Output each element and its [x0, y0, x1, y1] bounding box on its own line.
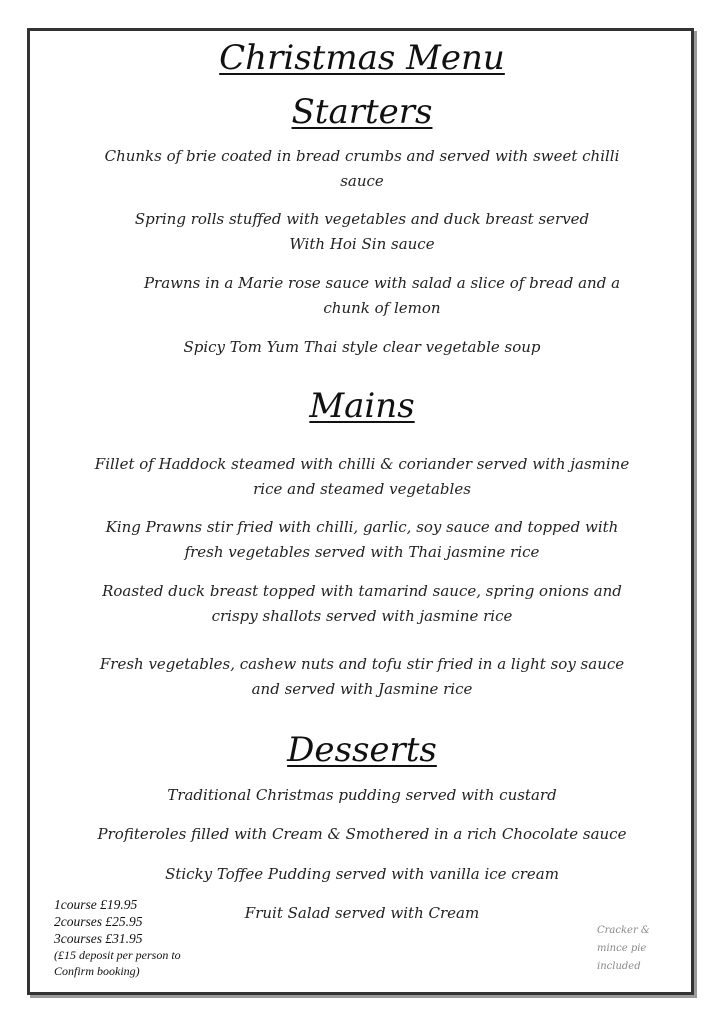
starter-item-line: chunk of lemon — [323, 299, 441, 317]
desserts-heading: Desserts — [287, 730, 437, 770]
price-three-courses: 3courses £31.95 — [54, 931, 143, 946]
price-one-course: 1course £19.95 — [54, 897, 138, 912]
cracker-note-line: mince pie — [597, 943, 647, 954]
main-item-line: fresh vegetables served with Thai jasmine rice — [184, 543, 540, 561]
cracker-note — [597, 922, 667, 976]
starter-item-line: sauce — [340, 172, 384, 190]
starter-item-line: Spicy Tom Yum Thai style clear vegetable soup — [183, 338, 541, 356]
main-item — [50, 452, 674, 502]
starter-item — [60, 207, 664, 257]
cracker-note-line: included — [597, 961, 641, 972]
deposit-note-line: Confirm booking) — [54, 964, 140, 978]
starter-item-line: Prawns in a Marie rose sauce with salad a slice of bread and a — [143, 274, 621, 292]
dessert-item: Sticky Toffee Pudding served with vanilla ice cream — [165, 865, 559, 883]
starter-item — [60, 335, 664, 360]
price-two-courses: 2courses £25.95 — [54, 914, 143, 929]
dessert-item: Fruit Salad served with Cream — [244, 904, 480, 922]
main-item-line: rice and steamed vegetables — [253, 480, 471, 498]
main-item-line: King Prawns stir fried with chilli, garlic, soy sauce and topped with — [105, 518, 619, 536]
starters-heading: Starters — [291, 92, 433, 132]
cracker-note-line: Cracker & — [597, 925, 650, 936]
dessert-item: Traditional Christmas pudding served with custard — [167, 786, 557, 804]
starter-item-line: Spring rolls stuffed with vegetables and duck breast served — [134, 210, 590, 228]
starter-item-line: With Hoi Sin sauce — [289, 235, 435, 253]
menu-title: Christmas Menu — [219, 38, 505, 78]
price-list — [54, 896, 214, 979]
starter-item — [90, 271, 674, 321]
main-item-line: Fresh vegetables, cashew nuts and tofu stir fried in a light soy sauce — [99, 655, 625, 673]
main-item-line: Roasted duck breast topped with tamarind sauce, spring onions and — [102, 582, 622, 600]
mains-heading: Mains — [309, 386, 415, 426]
main-item-line: Fillet of Haddock steamed with chilli & coriander served with jasmine — [94, 455, 630, 473]
starter-item-line: Chunks of brie coated in bread crumbs and served with sweet chilli — [104, 147, 620, 165]
main-item-line: crispy shallots served with jasmine rice — [211, 607, 513, 625]
deposit-note-line: (£15 deposit per person to — [54, 948, 181, 962]
starter-item — [60, 144, 664, 194]
main-item — [50, 579, 674, 629]
main-item-line: and served with Jasmine rice — [251, 680, 473, 698]
main-item — [50, 652, 674, 702]
main-item — [50, 515, 674, 565]
dessert-item: Profiteroles filled with Cream & Smothered in a rich Chocolate sauce — [97, 825, 627, 843]
